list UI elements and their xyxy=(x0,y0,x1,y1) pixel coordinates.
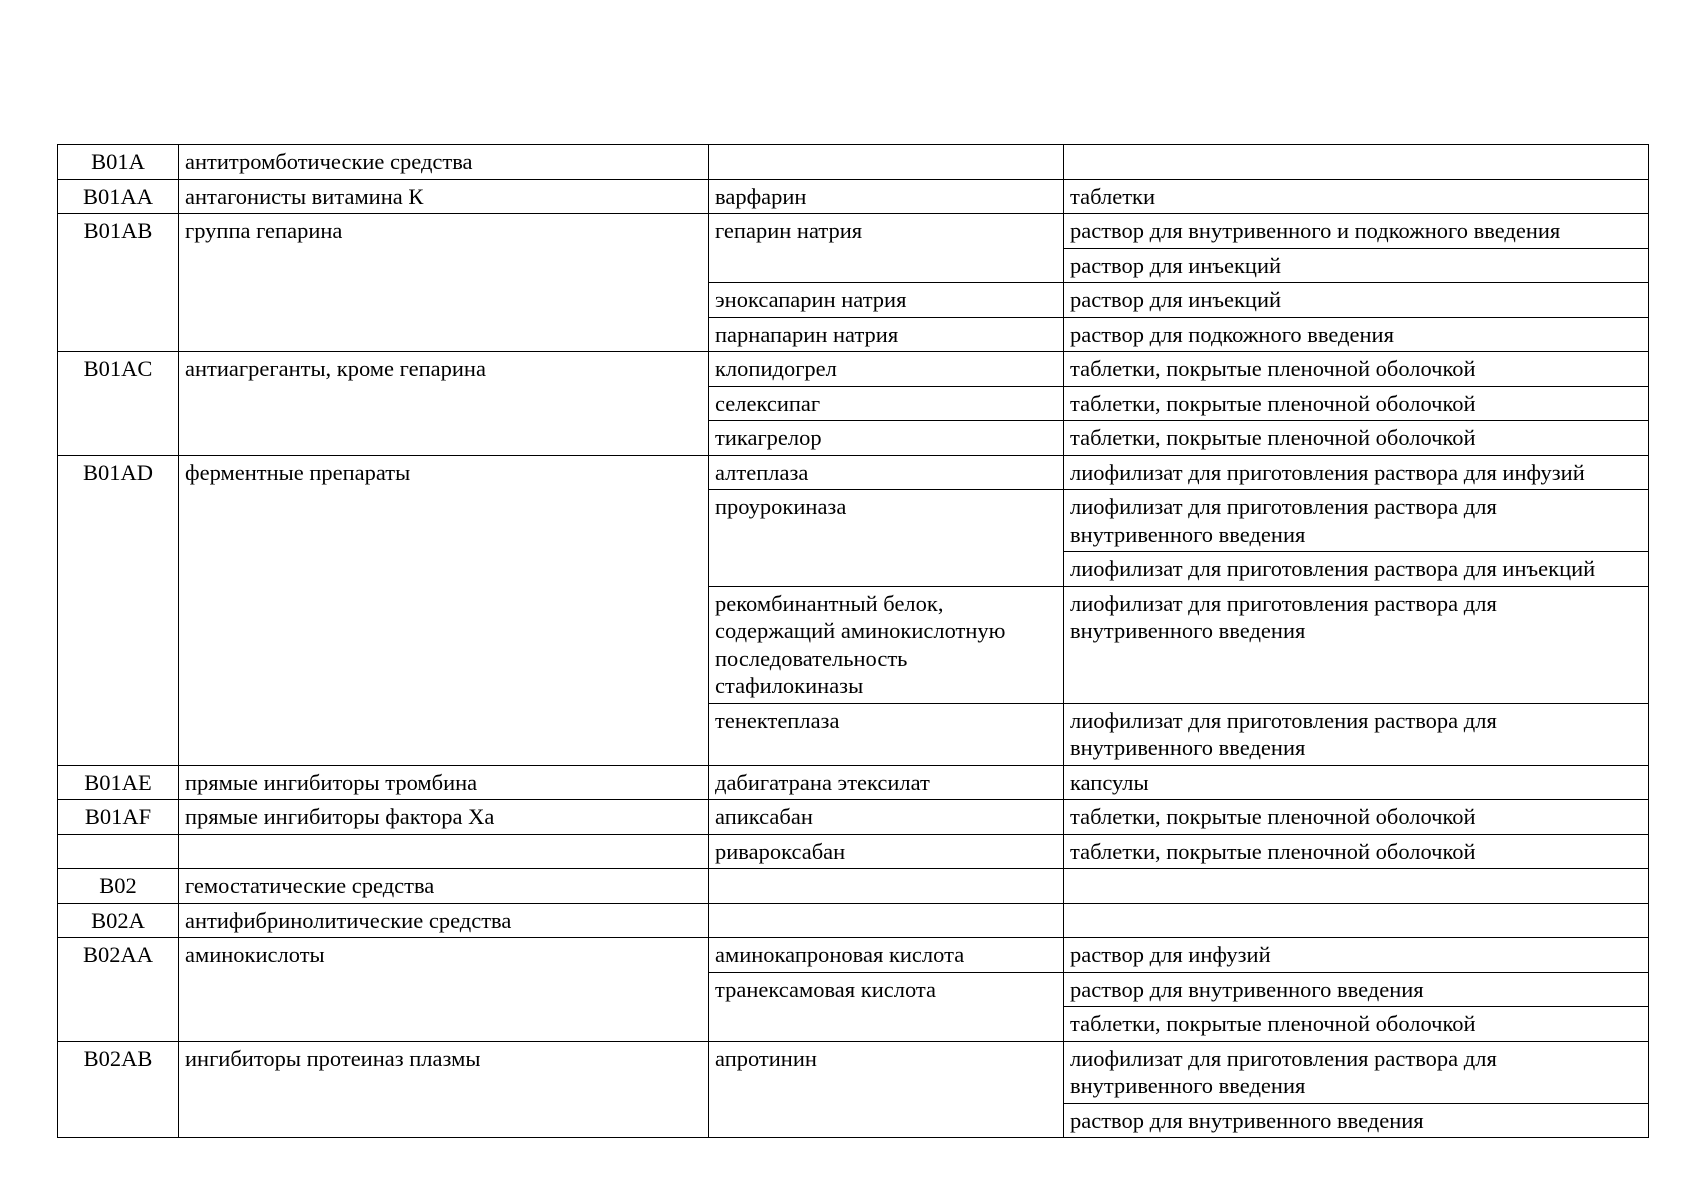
dosage-form: таблетки, покрытые пленочной оболочкой xyxy=(1064,421,1649,456)
dosage-form: капсулы xyxy=(1064,765,1649,800)
table-row xyxy=(58,800,1649,835)
group-name: прямые ингибиторы фактора Xa xyxy=(179,800,709,835)
drug-name: апиксабан xyxy=(709,800,1064,835)
dosage-form: таблетки, покрытые пленочной оболочкой xyxy=(1064,386,1649,421)
group-name: ферментные препараты xyxy=(179,455,709,765)
drug-table xyxy=(57,144,1649,1138)
drug-name: тенектеплаза xyxy=(709,703,1064,765)
dosage-form: раствор для внутривенного введения xyxy=(1064,1103,1649,1138)
table-row xyxy=(58,938,1649,973)
table-row xyxy=(58,352,1649,387)
atc-code: B02AB xyxy=(58,1041,179,1138)
drug-name: селексипаг xyxy=(709,386,1064,421)
dosage-form: лиофилизат для приготовления раствора для внутривенного введения xyxy=(1064,490,1649,552)
group-name: ингибиторы протеиназ плазмы xyxy=(179,1041,709,1138)
drug-name xyxy=(709,145,1064,180)
dosage-form: раствор для инъекций xyxy=(1064,283,1649,318)
drug-name: алтеплаза xyxy=(709,455,1064,490)
drug-name: дабигатрана этексилат xyxy=(709,765,1064,800)
dosage-form: таблетки xyxy=(1064,179,1649,214)
atc-code: B02AA xyxy=(58,938,179,1042)
dosage-form: таблетки, покрытые пленочной оболочкой xyxy=(1064,800,1649,835)
group-name: антиагреганты, кроме гепарина xyxy=(179,352,709,456)
drug-name: проурокиназа xyxy=(709,490,1064,587)
drug-name: парнапарин натрия xyxy=(709,317,1064,352)
drug-name: апротинин xyxy=(709,1041,1064,1138)
table-row xyxy=(58,765,1649,800)
dosage-form: таблетки, покрытые пленочной оболочкой xyxy=(1064,1007,1649,1042)
table-row xyxy=(58,869,1649,904)
drug-name: варфарин xyxy=(709,179,1064,214)
atc-code: B02A xyxy=(58,903,179,938)
group-name: аминокислоты xyxy=(179,938,709,1042)
drug-name: рекомбинантный белок, содержащий аминокислотную последовательность стафилокиназы xyxy=(709,586,1064,703)
table-row xyxy=(58,455,1649,490)
drug-name xyxy=(709,903,1064,938)
drug-name xyxy=(709,869,1064,904)
drug-name: транексамовая кислота xyxy=(709,972,1064,1041)
drug-name: эноксапарин натрия xyxy=(709,283,1064,318)
atc-code: B01AB xyxy=(58,214,179,352)
dosage-form: лиофилизат для приготовления раствора для внутривенного введения xyxy=(1064,586,1649,703)
atc-code xyxy=(58,834,179,869)
table-row xyxy=(58,214,1649,249)
atc-code: B01A xyxy=(58,145,179,180)
drug-name: ривароксабан xyxy=(709,834,1064,869)
dosage-form: раствор для внутривенного введения xyxy=(1064,972,1649,1007)
drug-name: тикагрелор xyxy=(709,421,1064,456)
dosage-form: лиофилизат для приготовления раствора для инфузий xyxy=(1064,455,1649,490)
group-name: прямые ингибиторы тромбина xyxy=(179,765,709,800)
table-row xyxy=(58,834,1649,869)
dosage-form: лиофилизат для приготовления раствора для внутривенного введения xyxy=(1064,703,1649,765)
dosage-form: лиофилизат для приготовления раствора для внутривенного введения xyxy=(1064,1041,1649,1103)
dosage-form: раствор для инъекций xyxy=(1064,248,1649,283)
table-row xyxy=(58,145,1649,180)
drug-name: гепарин натрия xyxy=(709,214,1064,283)
atc-code: B01AC xyxy=(58,352,179,456)
atc-code: B01AA xyxy=(58,179,179,214)
drug-name: клопидогрел xyxy=(709,352,1064,387)
dosage-form: таблетки, покрытые пленочной оболочкой xyxy=(1064,834,1649,869)
dosage-form: раствор для внутривенного и подкожного введения xyxy=(1064,214,1649,249)
drug-name: аминокапроновая кислота xyxy=(709,938,1064,973)
atc-code: B01AF xyxy=(58,800,179,835)
dosage-form: раствор для подкожного введения xyxy=(1064,317,1649,352)
group-name: антагонисты витамина К xyxy=(179,179,709,214)
dosage-form xyxy=(1064,145,1649,180)
group-name: группа гепарина xyxy=(179,214,709,352)
atc-code: B02 xyxy=(58,869,179,904)
table-row xyxy=(58,903,1649,938)
atc-code: B01AE xyxy=(58,765,179,800)
group-name: антифибринолитические средства xyxy=(179,903,709,938)
dosage-form: лиофилизат для приготовления раствора для инъекций xyxy=(1064,552,1649,587)
atc-code: B01AD xyxy=(58,455,179,765)
table-row xyxy=(58,1041,1649,1103)
group-name: гемостатические средства xyxy=(179,869,709,904)
dosage-form: таблетки, покрытые пленочной оболочкой xyxy=(1064,352,1649,387)
dosage-form: раствор для инфузий xyxy=(1064,938,1649,973)
group-name: антитромботические средства xyxy=(179,145,709,180)
dosage-form xyxy=(1064,869,1649,904)
table-row xyxy=(58,179,1649,214)
group-name xyxy=(179,834,709,869)
dosage-form xyxy=(1064,903,1649,938)
